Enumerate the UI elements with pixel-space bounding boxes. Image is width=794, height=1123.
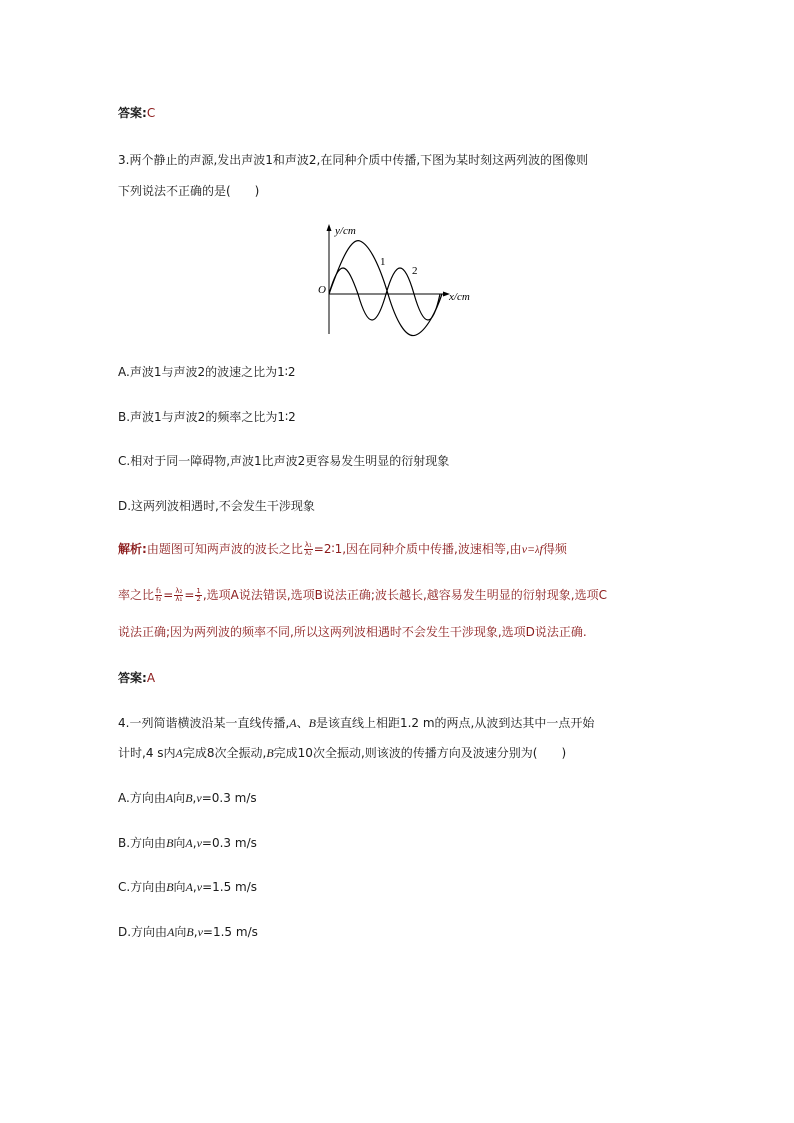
fraction-lambda1-lambda2: $\frac{\text{λ₁}}{\text{λ₂}}$ [304, 541, 312, 557]
origin-label: O [318, 284, 326, 296]
point-a: A [175, 746, 183, 760]
y-axis-label: y/cm [335, 225, 356, 237]
q4-text-4: 完成8次全振动, [182, 746, 267, 760]
q3-stem-line1: 3.两个静止的声源,发出声波1和声波2,在同种介质中传播,下图为某时刻这两列波的图像则 [118, 153, 589, 167]
wave-1-curve [329, 241, 442, 336]
q3-option-b: B.声波1与声波2的频率之比为1∶2 [118, 410, 296, 424]
fraction-f1-f2: $\frac{\text{f₁}}{\text{f₂}}$ [156, 587, 162, 603]
q4-option-a: A.方向由A向B,v=0.3 m/s [118, 791, 257, 805]
q4-text-1: 4.一列简谐横波沿某一直线传播, [118, 716, 290, 730]
q4-text-3: 计时,4 s内 [118, 746, 176, 760]
wave-figure [312, 222, 482, 337]
fraction-one-half: $\frac{1}{2}$ [196, 587, 201, 603]
fraction-lambda2-lambda1: $\frac{\text{λ₂}}{\text{λ₁}}$ [175, 587, 183, 603]
analysis-v: v= [521, 542, 536, 556]
q3-option-d: D.这两列波相遇时,不会发生干涉现象 [118, 499, 315, 513]
q4-sep: 、 [296, 716, 309, 730]
analysis-label: 解析: [118, 542, 147, 556]
equals-2: = [184, 588, 195, 602]
q4-option-c: C.方向由B向A,v=1.5 m/s [118, 880, 257, 894]
q3-option-c: C.相对于同一障碍物,声波1比声波2更容易发生明显的衍射现象 [118, 454, 450, 468]
q3-stem-line2: 下列说法不正确的是( ) [118, 184, 260, 198]
q3-analysis-line1 [118, 539, 567, 561]
analysis-text-2: =2∶1,因在同种介质中传播,波速相等,由 [313, 542, 522, 556]
q4-stem-line2 [118, 744, 566, 761]
q4-text-5: 完成10次全振动,则该波的传播方向及波速分别为( ) [273, 746, 567, 760]
wave-2-label: 2 [412, 265, 418, 277]
answer-label: 答案: [118, 106, 147, 120]
q4-text-2: 是该直线上相距1.2 m的两点,从波到达其中一点开始 [315, 716, 595, 730]
analysis-lambda: λ [535, 545, 540, 556]
q3-option-a: A.声波1与声波2的波速之比为1∶2 [118, 365, 296, 379]
x-axis-label: x/cm [449, 291, 470, 303]
q3-answer [118, 669, 155, 686]
analysis-text-5: ,选项A说法错误,选项B说法正确;波长越长,越容易发生明显的衍射现象,选项C [202, 588, 607, 602]
point-b: B [308, 716, 316, 730]
answer-value: A [146, 671, 156, 685]
analysis-text-3: 得频 [542, 542, 567, 556]
q4-option-d: D.方向由A向B,v=1.5 m/s [118, 925, 258, 939]
y-axis-arrow [327, 224, 332, 231]
answer-value: C [146, 106, 156, 120]
q4-stem-line1 [118, 714, 594, 731]
previous-answer [118, 104, 155, 121]
q3-analysis-line2 [118, 585, 607, 605]
analysis-f: f [539, 542, 543, 556]
answer-label: 答案: [118, 671, 147, 685]
analysis-text-1: 由题图可知两声波的波长之比 [146, 542, 303, 556]
point-a: A [289, 716, 297, 730]
point-b: B [266, 746, 274, 760]
q4-option-b: B.方向由B向A,v=0.3 m/s [118, 836, 257, 850]
equals-1: = [163, 588, 174, 602]
q3-analysis-line3: 说法正确;因为两列波的频率不同,所以这两列波相遇时不会发生干涉现象,选项D说法正确. [118, 625, 587, 639]
analysis-text-4: 率之比 [118, 588, 155, 602]
wave-1-label: 1 [380, 256, 386, 268]
